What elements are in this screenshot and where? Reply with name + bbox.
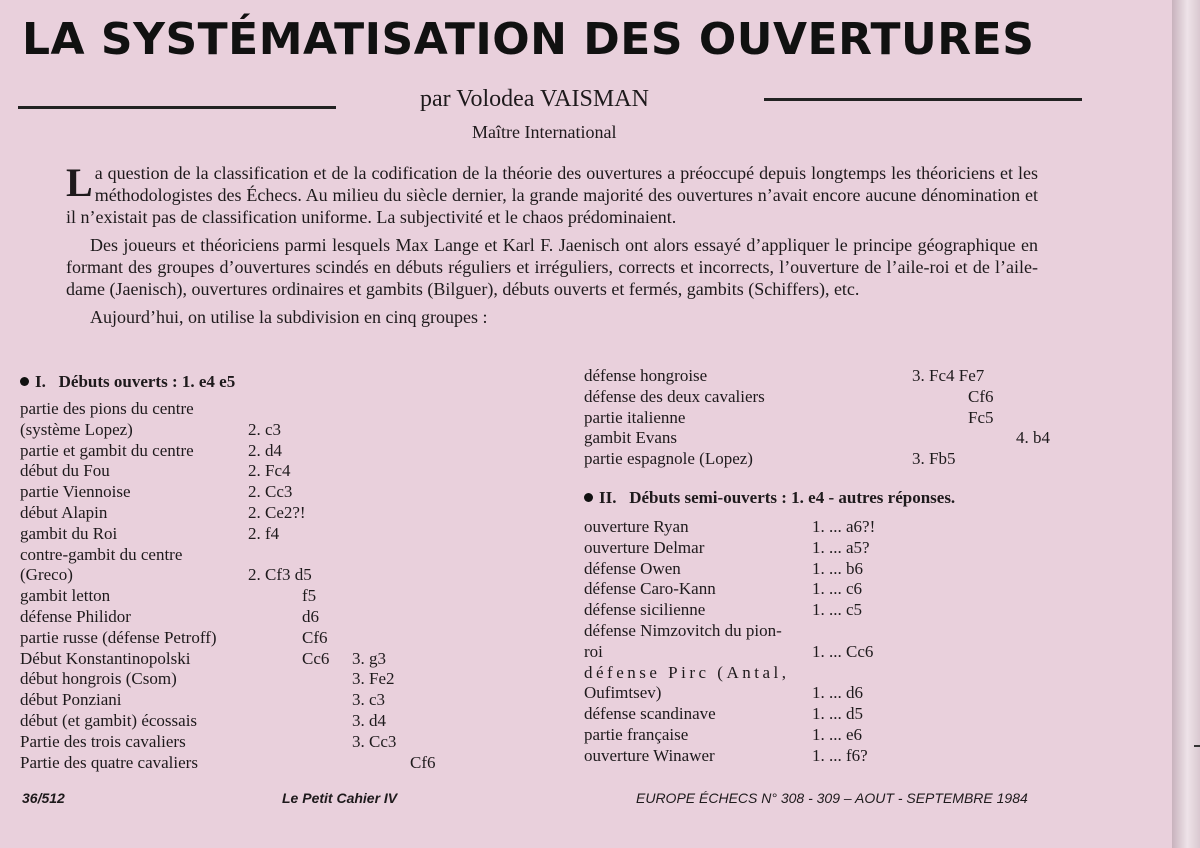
- list-item: [584, 408, 1064, 429]
- opening-name: (Greco): [20, 565, 73, 585]
- opening-name: début du Fou: [20, 461, 110, 481]
- opening-name: gambit letton: [20, 586, 111, 606]
- section-1-heading: [20, 371, 235, 393]
- list-item: [584, 517, 1024, 538]
- intro-paragraph-3: Aujourd’hui, on utilise la subdivision en cinq groupes :: [90, 307, 488, 327]
- bullet-icon: [20, 377, 29, 386]
- title-rule-left: [18, 106, 336, 109]
- opening-name: partie française: [584, 724, 689, 744]
- move-first: 3. Fc4 Fe7: [912, 366, 985, 385]
- opening-name: gambit Evans: [584, 428, 678, 448]
- list-item: [584, 428, 1064, 449]
- section-1-list: [20, 399, 460, 773]
- list-item: [584, 642, 1024, 663]
- list-item: [20, 690, 460, 711]
- opening-name: début hongrois (Csom): [20, 669, 177, 689]
- move-first: Cc6: [302, 648, 330, 668]
- move-first: 2. d4: [248, 440, 282, 460]
- move-reply: 1. ... e6: [812, 724, 863, 744]
- move-reply: 1. ... c5: [812, 600, 863, 620]
- list-item: [584, 579, 1024, 600]
- opening-name: défense hongroise: [584, 366, 708, 385]
- intro-paragraph-1: [66, 162, 1038, 228]
- move-reply: 1. ... a5?: [812, 537, 870, 557]
- move-second: 3. g3: [352, 648, 386, 668]
- list-item: [20, 649, 460, 670]
- opening-name: Début Konstantinopolski: [20, 648, 191, 668]
- opening-name: ouverture Winawer: [584, 745, 715, 765]
- move-reply: 1. ... d6: [812, 683, 863, 703]
- author-byline: par Volodea VAISMAN: [420, 86, 649, 112]
- move-first: 2. f4: [248, 523, 280, 543]
- list-item: [20, 399, 460, 420]
- section-2-heading-text: II. Débuts semi-ouverts : 1. e4 - autres réponses.: [599, 488, 956, 507]
- title-rule-right: [764, 98, 1082, 101]
- move-third: Cf6: [410, 752, 436, 772]
- opening-name: défense des deux cavaliers: [584, 386, 765, 406]
- opening-name: partie italienne: [584, 407, 686, 427]
- list-item: [20, 607, 460, 628]
- list-item: [20, 732, 460, 753]
- list-item: [584, 559, 1024, 580]
- list-item: [20, 753, 460, 774]
- move-first: Fc5: [968, 407, 994, 427]
- opening-name: défense Pirc (Antal,: [584, 662, 790, 682]
- opening-name: Partie des quatre cavaliers: [20, 752, 198, 772]
- move-reply: 1. ... b6: [812, 558, 863, 578]
- move-reply: 1. ... c6: [812, 579, 863, 599]
- move-reply: 1. ... d5: [812, 704, 863, 724]
- list-item: [20, 503, 460, 524]
- move-first: f5: [302, 586, 317, 606]
- opening-name: ouverture Ryan: [584, 517, 689, 536]
- edge-mark: [1194, 745, 1200, 747]
- opening-name: défense scandinave: [584, 704, 716, 724]
- list-item: [20, 545, 460, 566]
- list-item: [584, 449, 1064, 470]
- opening-name: partie russe (défense Petroff): [20, 627, 217, 647]
- opening-name: partie Viennoise: [20, 482, 131, 502]
- opening-name: Partie des trois cavaliers: [20, 731, 186, 751]
- list-item: [584, 746, 1024, 767]
- list-item: [584, 387, 1064, 408]
- section-1-heading-text: I. Débuts ouverts : 1. e4 e5: [35, 372, 236, 391]
- list-item: [20, 586, 460, 607]
- move-second: 3. Fe2: [352, 669, 395, 689]
- opening-name: partie des pions du centre: [20, 399, 194, 418]
- list-item: [20, 669, 460, 690]
- opening-name: défense Philidor: [20, 606, 131, 626]
- list-item: [20, 524, 460, 545]
- move-first: 2. Cc3: [248, 482, 293, 502]
- author-rank: Maître International: [472, 122, 617, 142]
- list-item: [584, 704, 1024, 725]
- move-first: 2. Ce2?!: [248, 502, 306, 522]
- opening-name: début Alapin: [20, 502, 108, 522]
- intro-paragraph-1-text: a question de la classification et de la codification de la théorie des ouvertures a préoccupé depuis longtemps les théoriciens et les méthodologistes des Échecs. Au milieu du siècle dernier, la grande majorité des ouvertures n’avait encore aucune dénomination et il n’existait pas de classification uniforme. La subjectivité et le chaos prédominaient.: [66, 163, 1038, 227]
- move-reply: 1. ... Cc6: [812, 641, 874, 661]
- move-reply: 1. ... f6?: [812, 745, 868, 765]
- list-item: [584, 621, 1024, 642]
- list-item: [20, 628, 460, 649]
- intro-text: [66, 162, 1038, 334]
- move-second: 3. Cc3: [352, 731, 397, 751]
- list-item: [584, 600, 1024, 621]
- opening-name: défense Caro-Kann: [584, 579, 716, 599]
- list-item: [584, 663, 1024, 684]
- section-2-heading: [584, 487, 955, 509]
- move-second: 3. c3: [352, 690, 386, 710]
- opening-name: (système Lopez): [20, 419, 133, 439]
- opening-name: gambit du Roi: [20, 523, 118, 543]
- drop-cap: L: [66, 160, 93, 205]
- page-binding-edge: [1172, 0, 1200, 848]
- section-2-list: [584, 517, 1024, 767]
- list-item: [20, 420, 460, 441]
- list-item: [20, 711, 460, 732]
- move-reply: 1. ... a6?!: [812, 517, 876, 536]
- list-item: [584, 725, 1024, 746]
- list-item: [584, 538, 1024, 559]
- move-first: 2. Cf3 d5: [248, 565, 312, 585]
- list-item: [584, 366, 1064, 387]
- intro-paragraph-2: Des joueurs et théoriciens parmi lesquels Max Lange et Karl F. Jaenisch ont alors essayé d’appliquer le principe géographique en formant des groupes d’ouvertures scindés en débuts réguliers et irréguliers, corrects et incorrects, l’ouverture de l’aile-roi et de l’aile-dame (Jaenisch), ouvertures ordinaires et gambits (Bilguer), débuts ouverts et fermés, gambits (Schiffers), etc.: [66, 235, 1038, 299]
- opening-name: défense Owen: [584, 558, 681, 578]
- move-first: 2. Fc4: [248, 461, 291, 481]
- move-second: 4. b4: [1016, 428, 1050, 448]
- footer-issue-title: Le Petit Cahier IV: [282, 790, 398, 806]
- opening-name: défense Nimzovitch du pion-: [584, 620, 782, 640]
- list-item: [20, 441, 460, 462]
- opening-name: partie espagnole (Lopez): [584, 449, 753, 469]
- move-second: 3. d4: [352, 710, 386, 730]
- move-first: 2. c3: [248, 419, 282, 439]
- opening-name: début (et gambit) écossais: [20, 710, 198, 730]
- opening-name: défense sicilienne: [584, 600, 706, 620]
- move-first: d6: [302, 606, 319, 626]
- move-first: 3. Fb5: [912, 449, 956, 469]
- list-item: [584, 683, 1024, 704]
- footer-page-number: 36/512: [22, 790, 65, 806]
- opening-name: ouverture Delmar: [584, 537, 705, 557]
- move-first: Cf6: [302, 627, 328, 647]
- opening-name: début Ponziani: [20, 690, 122, 710]
- footer-magazine: EUROPE ÉCHECS N° 308 - 309 – AOUT - SEPTEMBRE 1984: [636, 790, 1028, 806]
- opening-name: contre-gambit du centre: [20, 544, 183, 564]
- move-first: Cf6: [968, 386, 994, 406]
- article-title: LA SYSTÉMATISATION DES OUVERTURES: [22, 14, 1035, 65]
- opening-name: partie et gambit du centre: [20, 440, 194, 460]
- opening-name: Oufimtsev): [584, 683, 662, 703]
- list-item: [20, 461, 460, 482]
- list-item: [20, 482, 460, 503]
- opening-name: roi: [584, 641, 603, 661]
- list-item: [20, 565, 460, 586]
- section-1-continued-list: [584, 366, 1064, 470]
- bullet-icon: [584, 493, 593, 502]
